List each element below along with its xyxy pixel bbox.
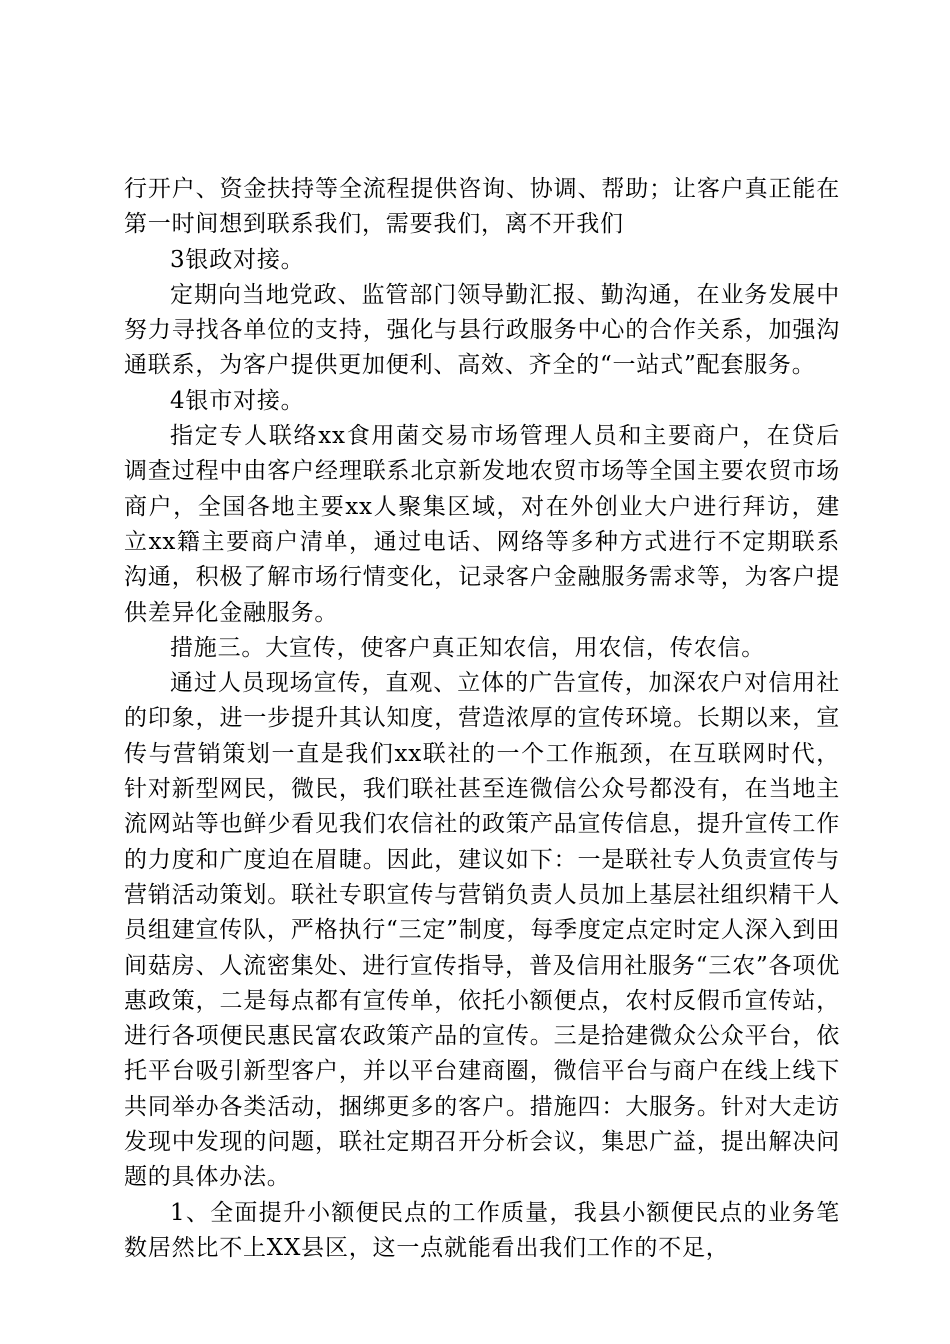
paragraph-5: 指定专人联络xx食用菌交易市场管理人员和主要商户，在贷后调查过程中由客户经理联系北京新发地农贸市场等全国主要农贸市场商户，全国各地主要xx人聚集区域，对在外创业大户进行拜访，建立xx籍主要商户清单，通过电话、网络等多种方式进行不定期联系沟通，积极了解市场行情变化，记录客户金融服务需求等，为客户提供差异化金融服务。: [124, 423, 840, 626]
paragraph-2: 3银政对接。: [170, 246, 305, 273]
paragraph-4: 4银市对接。: [170, 387, 305, 414]
document-body: [124, 172, 840, 1266]
paragraph-1: 行开户、资金扶持等全流程提供咨询、协调、帮助；让客户真正能在第一时间想到联系我们，需要我们，离不开我们: [124, 176, 840, 238]
paragraph-6: 措施三。大宣传，使客户真正知农信，用农信，传农信。: [170, 634, 765, 661]
paragraph-8: 1、全面提升小额便民点的工作质量，我县小额便民点的业务笔数居然比不上XX县区，这一点就能看出我们工作的不足，: [124, 1199, 840, 1261]
paragraph-7: 通过人员现场宣传，直观、立体的广告宣传，加深农户对信用社的印象，进一步提升其认知度，营造浓厚的宣传环境。长期以来，宣传与营销策划一直是我们xx联社的一个工作瓶颈，在互联网时代，针对新型网民，微民，我们联社甚至连微信公众号都没有，在当地主流网站等也鲜少看见我们农信社的政策产品宣传信息，提升宣传工作的力度和广度迫在眉睫。因此，建议如下：一是联社专人负责宣传与营销活动策划。联社专职宣传与营销负责人员加上基层社组织精干人员组建宣传队，严格执行“三定”制度，每季度定点定时定人深入到田间菇房、人流密集处、进行宣传指导，普及信用社服务“三农”各项优惠政策，二是每点都有宣传单，依托小额便点，农村反假币宣传站，进行各项便民惠民富农政策产品的宣传。三是拾建微众公众平台，依托平台吸引新型客户，并以平台建商圈，微信平台与商户在线上线下共同举办各类活动，捆绑更多的客户。措施四：大服务。针对大走访发现中发现的问题，联社定期召开分析会议，集思广益，提出解决问题的具体办法。: [124, 670, 840, 1191]
paragraph-3: 定期向当地党政、监管部门领导勤汇报、勤沟通，在业务发展中努力寻找各单位的支持，强化与县行政服务中心的合作关系，加强沟通联系，为客户提供更加便利、高效、齐全的“一站式”配套服务。: [124, 281, 840, 379]
